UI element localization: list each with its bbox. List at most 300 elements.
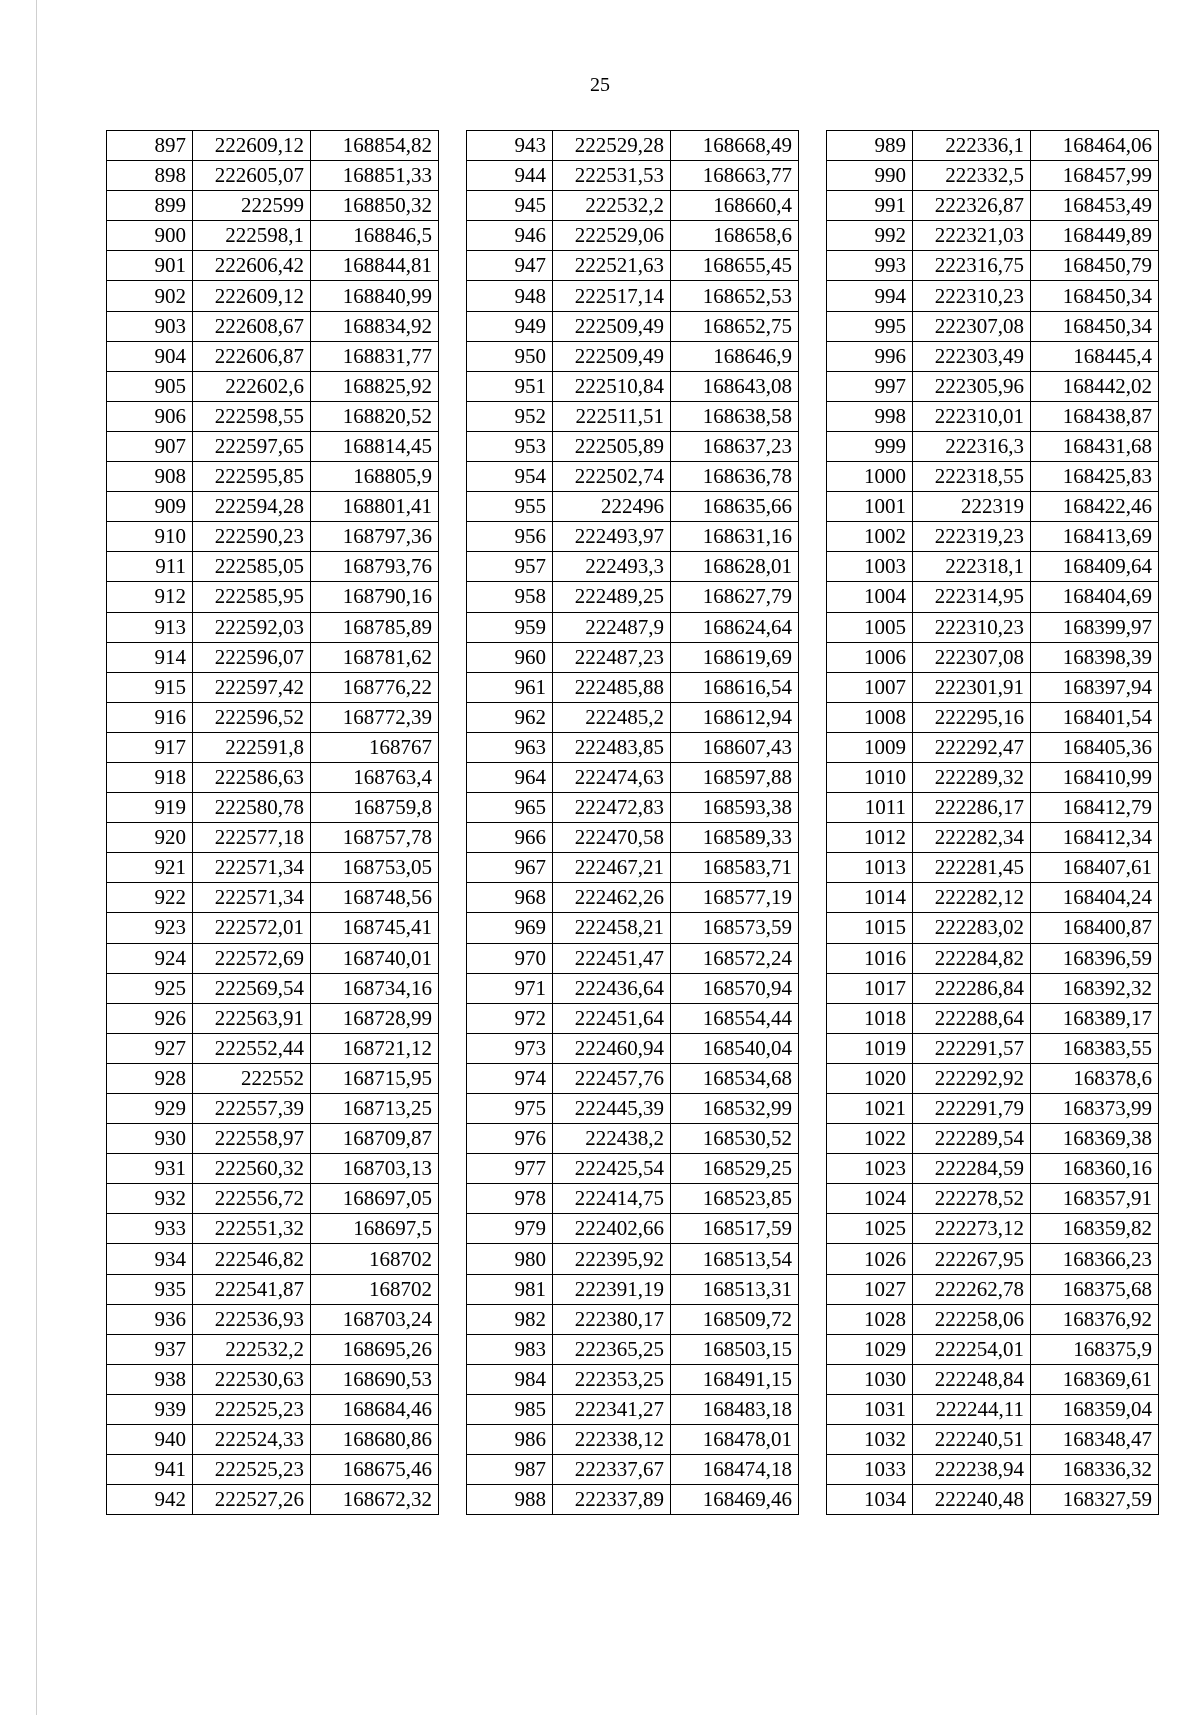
table-row [107, 853, 439, 883]
point-number-cell: 971 [467, 973, 553, 1003]
table-row [107, 492, 439, 522]
table-row [107, 582, 439, 612]
y-coordinate-cell: 168745,41 [311, 913, 439, 943]
y-coordinate-cell: 168457,99 [1031, 161, 1159, 191]
table-row [107, 702, 439, 732]
y-coordinate-cell: 168396,59 [1031, 943, 1159, 973]
point-number-cell: 901 [107, 251, 193, 281]
table-row [827, 1094, 1159, 1124]
table-row [827, 281, 1159, 311]
y-coordinate-cell: 168399,97 [1031, 612, 1159, 642]
table-row [107, 732, 439, 762]
point-number-cell: 950 [467, 341, 553, 371]
x-coordinate-cell: 222240,48 [913, 1485, 1031, 1515]
x-coordinate-cell: 222267,95 [913, 1244, 1031, 1274]
x-coordinate-cell: 222262,78 [913, 1274, 1031, 1304]
table-row [827, 1214, 1159, 1244]
y-coordinate-cell: 168413,69 [1031, 522, 1159, 552]
x-coordinate-cell: 222310,01 [913, 401, 1031, 431]
point-number-cell: 969 [467, 913, 553, 943]
x-coordinate-cell: 222278,52 [913, 1184, 1031, 1214]
y-coordinate-cell: 168389,17 [1031, 1003, 1159, 1033]
y-coordinate-cell: 168523,85 [671, 1184, 799, 1214]
table-row [107, 762, 439, 792]
y-coordinate-cell: 168759,8 [311, 793, 439, 823]
y-coordinate-cell: 168410,99 [1031, 762, 1159, 792]
y-coordinate-cell: 168404,24 [1031, 883, 1159, 913]
point-number-cell: 949 [467, 311, 553, 341]
table-row [107, 1033, 439, 1063]
table-row [827, 431, 1159, 461]
table-row [467, 522, 799, 552]
x-coordinate-cell: 222591,8 [193, 732, 311, 762]
y-coordinate-cell: 168513,31 [671, 1274, 799, 1304]
point-number-cell: 981 [467, 1274, 553, 1304]
table-row [467, 1154, 799, 1184]
y-coordinate-cell: 168438,87 [1031, 401, 1159, 431]
point-number-cell: 1010 [827, 762, 913, 792]
table-row [827, 311, 1159, 341]
x-coordinate-cell: 222248,84 [913, 1364, 1031, 1394]
table-row [827, 853, 1159, 883]
x-coordinate-cell: 222493,3 [553, 552, 671, 582]
point-number-cell: 994 [827, 281, 913, 311]
table-row [467, 1304, 799, 1334]
table-row [467, 853, 799, 883]
x-coordinate-cell: 222289,32 [913, 762, 1031, 792]
point-number-cell: 1014 [827, 883, 913, 913]
y-coordinate-cell: 168412,34 [1031, 823, 1159, 853]
x-coordinate-cell: 222319 [913, 492, 1031, 522]
point-number-cell: 925 [107, 973, 193, 1003]
y-coordinate-cell: 168619,69 [671, 642, 799, 672]
x-coordinate-cell: 222338,12 [553, 1425, 671, 1455]
x-coordinate-cell: 222517,14 [553, 281, 671, 311]
y-coordinate-cell: 168359,82 [1031, 1214, 1159, 1244]
table-row [467, 251, 799, 281]
table-row [467, 1334, 799, 1364]
x-coordinate-cell: 222318,55 [913, 462, 1031, 492]
left-margin-line [36, 0, 37, 1715]
y-coordinate-cell: 168360,16 [1031, 1154, 1159, 1184]
table-row [827, 642, 1159, 672]
x-coordinate-cell: 222572,69 [193, 943, 311, 973]
table-row [107, 371, 439, 401]
point-number-cell: 943 [467, 131, 553, 161]
y-coordinate-cell: 168776,22 [311, 672, 439, 702]
x-coordinate-cell: 222571,34 [193, 883, 311, 913]
x-coordinate-cell: 222586,63 [193, 762, 311, 792]
point-number-cell: 961 [467, 672, 553, 702]
y-coordinate-cell: 168503,15 [671, 1334, 799, 1364]
table-row [107, 672, 439, 702]
point-number-cell: 999 [827, 431, 913, 461]
point-number-cell: 1007 [827, 672, 913, 702]
point-number-cell: 954 [467, 462, 553, 492]
table-row [107, 281, 439, 311]
y-coordinate-cell: 168583,71 [671, 853, 799, 883]
y-coordinate-cell: 168369,61 [1031, 1364, 1159, 1394]
x-coordinate-cell: 222585,95 [193, 582, 311, 612]
point-number-cell: 904 [107, 341, 193, 371]
x-coordinate-cell: 222283,02 [913, 913, 1031, 943]
x-coordinate-cell: 222485,88 [553, 672, 671, 702]
y-coordinate-cell: 168772,39 [311, 702, 439, 732]
point-number-cell: 1028 [827, 1304, 913, 1334]
point-number-cell: 952 [467, 401, 553, 431]
point-number-cell: 947 [467, 251, 553, 281]
y-coordinate-cell: 168401,54 [1031, 702, 1159, 732]
y-coordinate-cell: 168616,54 [671, 672, 799, 702]
point-number-cell: 984 [467, 1364, 553, 1394]
x-coordinate-cell: 222572,01 [193, 913, 311, 943]
y-coordinate-cell: 168638,58 [671, 401, 799, 431]
point-number-cell: 922 [107, 883, 193, 913]
y-coordinate-cell: 168412,79 [1031, 793, 1159, 823]
y-coordinate-cell: 168478,01 [671, 1425, 799, 1455]
table-row [467, 131, 799, 161]
x-coordinate-cell: 222402,66 [553, 1214, 671, 1244]
y-coordinate-cell: 168793,76 [311, 552, 439, 582]
point-number-cell: 997 [827, 371, 913, 401]
point-number-cell: 989 [827, 131, 913, 161]
point-number-cell: 902 [107, 281, 193, 311]
x-coordinate-cell: 222596,52 [193, 702, 311, 732]
x-coordinate-cell: 222557,39 [193, 1094, 311, 1124]
table-row [827, 492, 1159, 522]
point-number-cell: 929 [107, 1094, 193, 1124]
x-coordinate-cell: 222525,23 [193, 1455, 311, 1485]
point-number-cell: 996 [827, 341, 913, 371]
y-coordinate-cell: 168660,4 [671, 191, 799, 221]
point-number-cell: 958 [467, 582, 553, 612]
table-row [827, 762, 1159, 792]
table-row [467, 762, 799, 792]
table-row [827, 1425, 1159, 1455]
y-coordinate-cell: 168646,9 [671, 341, 799, 371]
y-coordinate-cell: 168612,94 [671, 702, 799, 732]
x-coordinate-cell: 222288,64 [913, 1003, 1031, 1033]
y-coordinate-cell: 168375,9 [1031, 1334, 1159, 1364]
table-row [827, 582, 1159, 612]
table-row [827, 612, 1159, 642]
point-number-cell: 982 [467, 1304, 553, 1334]
y-coordinate-cell: 168854,82 [311, 131, 439, 161]
table-row [827, 1334, 1159, 1364]
table-row [107, 1334, 439, 1364]
x-coordinate-cell: 222509,49 [553, 311, 671, 341]
point-number-cell: 1032 [827, 1425, 913, 1455]
x-coordinate-cell: 222258,06 [913, 1304, 1031, 1334]
coordinate-table-3 [826, 130, 1159, 1515]
point-number-cell: 993 [827, 251, 913, 281]
y-coordinate-cell: 168366,23 [1031, 1244, 1159, 1274]
x-coordinate-cell: 222445,39 [553, 1094, 671, 1124]
point-number-cell: 1004 [827, 582, 913, 612]
y-coordinate-cell: 168635,66 [671, 492, 799, 522]
x-coordinate-cell: 222391,19 [553, 1274, 671, 1304]
table-row [467, 793, 799, 823]
y-coordinate-cell: 168373,99 [1031, 1094, 1159, 1124]
table-row [107, 1425, 439, 1455]
y-coordinate-cell: 168740,01 [311, 943, 439, 973]
table-row [107, 1244, 439, 1274]
y-coordinate-cell: 168627,79 [671, 582, 799, 612]
table-row [107, 161, 439, 191]
table-row [467, 492, 799, 522]
table-row [467, 281, 799, 311]
table-row [107, 943, 439, 973]
x-coordinate-cell: 222321,03 [913, 221, 1031, 251]
table-row [467, 431, 799, 461]
table-row [467, 191, 799, 221]
y-coordinate-cell: 168450,79 [1031, 251, 1159, 281]
y-coordinate-cell: 168820,52 [311, 401, 439, 431]
y-coordinate-cell: 168464,06 [1031, 131, 1159, 161]
point-number-cell: 1011 [827, 793, 913, 823]
x-coordinate-cell: 222341,27 [553, 1394, 671, 1424]
y-coordinate-cell: 168397,94 [1031, 672, 1159, 702]
x-coordinate-cell: 222552,44 [193, 1033, 311, 1063]
point-number-cell: 936 [107, 1304, 193, 1334]
x-coordinate-cell: 222556,72 [193, 1184, 311, 1214]
table-row [827, 913, 1159, 943]
x-coordinate-cell: 222609,12 [193, 131, 311, 161]
y-coordinate-cell: 168721,12 [311, 1033, 439, 1063]
x-coordinate-cell: 222310,23 [913, 281, 1031, 311]
point-number-cell: 1015 [827, 913, 913, 943]
y-coordinate-cell: 168790,16 [311, 582, 439, 612]
table-row [827, 943, 1159, 973]
point-number-cell: 992 [827, 221, 913, 251]
x-coordinate-cell: 222597,65 [193, 431, 311, 461]
point-number-cell: 977 [467, 1154, 553, 1184]
point-number-cell: 948 [467, 281, 553, 311]
point-number-cell: 917 [107, 732, 193, 762]
x-coordinate-cell: 222598,1 [193, 221, 311, 251]
table-row [467, 401, 799, 431]
table-row [107, 341, 439, 371]
y-coordinate-cell: 168753,05 [311, 853, 439, 883]
table-row [827, 702, 1159, 732]
point-number-cell: 912 [107, 582, 193, 612]
point-number-cell: 1030 [827, 1364, 913, 1394]
table-row [467, 462, 799, 492]
x-coordinate-cell: 222472,83 [553, 793, 671, 823]
y-coordinate-cell: 168572,24 [671, 943, 799, 973]
x-coordinate-cell: 222291,57 [913, 1033, 1031, 1063]
y-coordinate-cell: 168474,18 [671, 1455, 799, 1485]
x-coordinate-cell: 222451,64 [553, 1003, 671, 1033]
point-number-cell: 970 [467, 943, 553, 973]
point-number-cell: 960 [467, 642, 553, 672]
y-coordinate-cell: 168624,64 [671, 612, 799, 642]
table-row [467, 1094, 799, 1124]
x-coordinate-cell: 222531,53 [553, 161, 671, 191]
table-row [467, 1214, 799, 1244]
x-coordinate-cell: 222602,6 [193, 371, 311, 401]
point-number-cell: 935 [107, 1274, 193, 1304]
y-coordinate-cell: 168728,99 [311, 1003, 439, 1033]
y-coordinate-cell: 168453,49 [1031, 191, 1159, 221]
x-coordinate-cell: 222524,33 [193, 1425, 311, 1455]
table-row [467, 1003, 799, 1033]
point-number-cell: 1029 [827, 1334, 913, 1364]
x-coordinate-cell: 222244,11 [913, 1394, 1031, 1424]
y-coordinate-cell: 168554,44 [671, 1003, 799, 1033]
x-coordinate-cell: 222303,49 [913, 341, 1031, 371]
x-coordinate-cell: 222319,23 [913, 522, 1031, 552]
table-row [107, 1214, 439, 1244]
x-coordinate-cell: 222560,32 [193, 1154, 311, 1184]
x-coordinate-cell: 222462,26 [553, 883, 671, 913]
x-coordinate-cell: 222505,89 [553, 431, 671, 461]
point-number-cell: 945 [467, 191, 553, 221]
y-coordinate-cell: 168831,77 [311, 341, 439, 371]
x-coordinate-cell: 222527,26 [193, 1485, 311, 1515]
x-coordinate-cell: 222282,34 [913, 823, 1031, 853]
y-coordinate-cell: 168697,5 [311, 1214, 439, 1244]
x-coordinate-cell: 222460,94 [553, 1033, 671, 1063]
x-coordinate-cell: 222307,08 [913, 311, 1031, 341]
x-coordinate-cell: 222273,12 [913, 1214, 1031, 1244]
point-number-cell: 1026 [827, 1244, 913, 1274]
x-coordinate-cell: 222597,42 [193, 672, 311, 702]
point-number-cell: 964 [467, 762, 553, 792]
point-number-cell: 973 [467, 1033, 553, 1063]
x-coordinate-cell: 222474,63 [553, 762, 671, 792]
point-number-cell: 926 [107, 1003, 193, 1033]
table-row [827, 401, 1159, 431]
point-number-cell: 918 [107, 762, 193, 792]
point-number-cell: 956 [467, 522, 553, 552]
point-number-cell: 963 [467, 732, 553, 762]
point-number-cell: 1031 [827, 1394, 913, 1424]
table-row [467, 341, 799, 371]
y-coordinate-cell: 168702 [311, 1244, 439, 1274]
table-row [827, 191, 1159, 221]
table-row [827, 883, 1159, 913]
table-row [467, 311, 799, 341]
table-row [467, 913, 799, 943]
x-coordinate-cell: 222485,2 [553, 702, 671, 732]
table-row [827, 1485, 1159, 1515]
x-coordinate-cell: 222380,17 [553, 1304, 671, 1334]
point-number-cell: 910 [107, 522, 193, 552]
point-number-cell: 1006 [827, 642, 913, 672]
point-number-cell: 995 [827, 311, 913, 341]
x-coordinate-cell: 222254,01 [913, 1334, 1031, 1364]
y-coordinate-cell: 168491,15 [671, 1364, 799, 1394]
point-number-cell: 906 [107, 401, 193, 431]
x-coordinate-cell: 222571,34 [193, 853, 311, 883]
y-coordinate-cell: 168734,16 [311, 973, 439, 1003]
y-coordinate-cell: 168589,33 [671, 823, 799, 853]
x-coordinate-cell: 222414,75 [553, 1184, 671, 1214]
table-row [467, 883, 799, 913]
x-coordinate-cell: 222365,25 [553, 1334, 671, 1364]
point-number-cell: 942 [107, 1485, 193, 1515]
x-coordinate-cell: 222606,87 [193, 341, 311, 371]
y-coordinate-cell: 168785,89 [311, 612, 439, 642]
point-number-cell: 944 [467, 161, 553, 191]
x-coordinate-cell: 222337,67 [553, 1455, 671, 1485]
point-number-cell: 1022 [827, 1124, 913, 1154]
y-coordinate-cell: 168593,38 [671, 793, 799, 823]
x-coordinate-cell: 222594,28 [193, 492, 311, 522]
x-coordinate-cell: 222546,82 [193, 1244, 311, 1274]
y-coordinate-cell: 168636,78 [671, 462, 799, 492]
x-coordinate-cell: 222316,3 [913, 431, 1031, 461]
x-coordinate-cell: 222511,51 [553, 401, 671, 431]
y-coordinate-cell: 168431,68 [1031, 431, 1159, 461]
table-row [827, 221, 1159, 251]
y-coordinate-cell: 168534,68 [671, 1063, 799, 1093]
x-coordinate-cell: 222284,82 [913, 943, 1031, 973]
table-row [827, 1063, 1159, 1093]
table-row [827, 1244, 1159, 1274]
table-row [827, 1154, 1159, 1184]
x-coordinate-cell: 222292,47 [913, 732, 1031, 762]
x-coordinate-cell: 222451,47 [553, 943, 671, 973]
x-coordinate-cell: 222436,64 [553, 973, 671, 1003]
y-coordinate-cell: 168652,53 [671, 281, 799, 311]
point-number-cell: 908 [107, 462, 193, 492]
x-coordinate-cell: 222282,12 [913, 883, 1031, 913]
table-row [827, 973, 1159, 1003]
y-coordinate-cell: 168844,81 [311, 251, 439, 281]
table-row [827, 732, 1159, 762]
x-coordinate-cell: 222532,2 [553, 191, 671, 221]
table-row [467, 1455, 799, 1485]
point-number-cell: 985 [467, 1394, 553, 1424]
x-coordinate-cell: 222541,87 [193, 1274, 311, 1304]
point-number-cell: 987 [467, 1455, 553, 1485]
x-coordinate-cell: 222596,07 [193, 642, 311, 672]
table-row [467, 552, 799, 582]
point-number-cell: 1016 [827, 943, 913, 973]
x-coordinate-cell: 222292,92 [913, 1063, 1031, 1093]
y-coordinate-cell: 168801,41 [311, 492, 439, 522]
x-coordinate-cell: 222240,51 [913, 1425, 1031, 1455]
table-row [467, 1063, 799, 1093]
y-coordinate-cell: 168663,77 [671, 161, 799, 191]
point-number-cell: 1034 [827, 1485, 913, 1515]
table-row [467, 161, 799, 191]
y-coordinate-cell: 168404,69 [1031, 582, 1159, 612]
x-coordinate-cell: 222286,84 [913, 973, 1031, 1003]
point-number-cell: 968 [467, 883, 553, 913]
x-coordinate-cell: 222487,9 [553, 612, 671, 642]
point-number-cell: 933 [107, 1214, 193, 1244]
point-number-cell: 1008 [827, 702, 913, 732]
point-number-cell: 931 [107, 1154, 193, 1184]
point-number-cell: 941 [107, 1455, 193, 1485]
y-coordinate-cell: 168851,33 [311, 161, 439, 191]
y-coordinate-cell: 168449,89 [1031, 221, 1159, 251]
y-coordinate-cell: 168797,36 [311, 522, 439, 552]
x-coordinate-cell: 222457,76 [553, 1063, 671, 1093]
table-row [827, 462, 1159, 492]
table-row [107, 191, 439, 221]
x-coordinate-cell: 222291,79 [913, 1094, 1031, 1124]
y-coordinate-cell: 168652,75 [671, 311, 799, 341]
table-row [467, 1033, 799, 1063]
x-coordinate-cell: 222510,84 [553, 371, 671, 401]
table-row [107, 913, 439, 943]
table-row [827, 793, 1159, 823]
y-coordinate-cell: 168369,38 [1031, 1124, 1159, 1154]
